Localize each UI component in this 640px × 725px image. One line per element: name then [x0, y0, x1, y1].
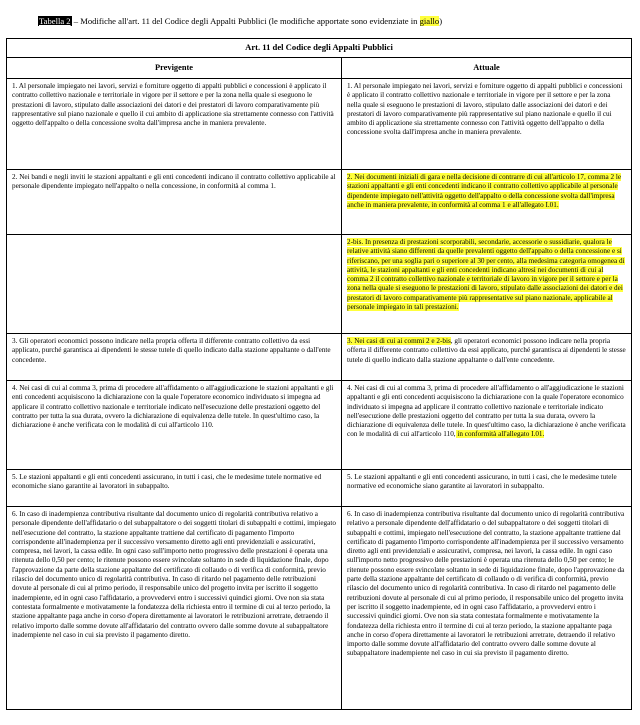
cell-attuale-4 — [342, 381, 632, 470]
highlighted-text: 2. Nei documenti iniziali di gara e nella decisione di contrarre di cui all'articolo 17, comma 2 le stazioni appaltanti e gli enti concedenti indicano il contratto collettivo applicabile al personale dipendente impiegato nell'attività oggetto dell'appalto o della concessione svolta dall'impresa anche in maniera prevalente, in conformità al comma 1 e all'allegato I.01. — [347, 173, 622, 209]
cell-attuale-2 — [342, 170, 632, 235]
table-row — [7, 470, 632, 507]
cell-attuale-5: 5. Le stazioni appaltanti e gli enti concedenti assicurano, in tutti i casi, che le medesime tutele normative ed economiche siano garantite ai lavoratori in subappalto. — [342, 470, 632, 507]
comparison-table — [6, 38, 632, 710]
table-tag: Tabella 2 — [39, 16, 71, 26]
caption-highlight-word: giallo — [419, 16, 440, 26]
cell-previgente-2bis — [7, 235, 342, 334]
cell-previgente-5: 5. Le stazioni appaltanti e gli enti concedenti assicurano, in tutti i casi, che le medesime tutele normative ed economiche siano garantite ai lavoratori in subappalto. — [7, 470, 342, 507]
table-row — [7, 507, 632, 710]
cell-previgente-6: 6. In caso di inadempienza contributiva risultante dal documento unico di regolarità contributiva relativo a personale dipendente dell'affidatario o del subappaltatore o dei soggetti titolari di subappalti e cottimi, impiegato nell'esecuzione del contratto, la stazione appaltante trattiene dal certificato di pagamento l'importo corrispondente all'inadempienza per il successivo versamento diretto agli enti previdenziali e assicurativi, compresa, nei lavori, la cassa edile. In ogni caso sull'importo netto progressivo delle prestazioni è operata una ritenuta dello 0,50 per cento; le ritenute possono essere svincolate soltanto in sede di liquidazione finale, dopo l'approvazione da parte della stazione appaltante del certificato di collaudo o di verifica di conformità, previo rilascio del documento unico di regolarità contributiva. In caso di ritardo nel pagamento delle retribuzioni dovute al personale di cui al primo periodo, il responsabile unico del progetto invita per iscritto il soggetto inadempiente, ed in ogni caso l'affidatario, a provvedervi entro i successivi quindici giorni. Ove non sia stata contestata formalmente e motivatamente la fondatezza della richiesta entro il termine di cui al terzo periodo, la stazione appaltante paga anche in corso d'opera direttamente ai lavoratori le retribuzioni arretrate, detraendo il relativo importo dalle somme dovute all'affidatario del contratto ovvero dalle somme dovute al subappaltatore inadempiente nel caso in cui sia previsto il pagamento diretto. — [7, 507, 342, 710]
cell-previgente-4: 4. Nei casi di cui al comma 3, prima di procedere all'affidamento o all'aggiudicazione le stazioni appaltanti e gli enti concedenti acquisiscono la dichiarazione con la quale l'operatore economico individuato si impegna ad applicare il contratto collettivo nazionale e territoriale indicato nell'esecuzione delle prestazioni oggetto del contratto per tutta la sua durata, ovvero la dichiarazione di equivalenza delle tutele. In quest'ultimo caso, la dichiarazione è anche verificata con le modalità di cui all'articolo 110. — [7, 381, 342, 470]
table-row — [7, 334, 632, 381]
highlighted-text: in conformità all'allegato I.01. — [455, 430, 545, 439]
caption-end: ) — [439, 16, 443, 26]
cell-attuale-6: 6. In caso di inadempienza contributiva risultante dal documento unico di regolarità contributiva relativo a personale dipendente dell'affidatario o del subappaltatore o dei soggetti titolari di subappalti e cottimi, impiegato nell'esecuzione del contratto, la stazione appaltante trattiene dal certificato di pagamento l'importo corrispondente all'inadempienza per il successivo versamento diretto agli enti previdenziali e assicurativi, compresa, nei lavori, la cassa edile. In ogni caso sull'importo netto progressivo delle prestazioni è operata una ritenuta dello 0,50 per cento; le ritenute possono essere svincolate soltanto in sede di liquidazione finale, dopo l'approvazione da parte della stazione appaltante del certificato di collaudo o di verifica di conformità, previo rilascio del documento unico di regolarità contributiva. In caso di ritardo nel pagamento delle retribuzioni dovute al personale di cui al primo periodo, il responsabile unico del progetto invita per iscritto il soggetto inadempiente, ed in ogni caso l'affidatario, a provvedervi entro i successivi quindici giorni. Ove non sia stata contestata formalmente e motivatamente la fondatezza della richiesta entro il termine di cui al terzo periodo, la stazione appaltante paga anche in corso d'opera direttamente ai lavoratori le retribuzioni arretrate, detraendo il relativo importo dalle somme dovute all'affidatario del contratto ovvero dalle somme dovute al subappaltatore inadempiente nel caso in cui sia previsto il pagamento diretto. — [342, 507, 632, 710]
highlighted-text: 2-bis. In presenza di prestazioni scorporabili, secondarie, accessorie o sussidiarie, qualora le relative attività siano differenti da quelle prevalenti oggetto dell'appalto o della concessione e si riferiscano, per una soglia pari o superiore al 30 per cento, alla medesima categoria omogenea di attività, le stazioni appaltanti e gli enti concedenti indicano altresì nei documenti di cui al comma 2 il contratto collettivo nazionale e territoriale di lavoro in vigore per il settore e per la zona nella quale si eseguono le prestazioni di lavoro, stipulato dalle associazioni dei datori e dei prestatori di lavoro comparativamente più rappresentative sul piano nazionale, applicabile al personale impiegato in tali prestazioni. — [347, 238, 625, 312]
table-row — [7, 79, 632, 170]
table-row — [7, 235, 632, 334]
cell-text: 4. Nei casi di cui al comma 3, prima di procedere all'affidamento o all'aggiudicazione le stazioni appaltanti e gli enti concedenti acquisiscono la dichiarazione con la quale l'operatore economico individuato si impegna ad applicare il contratto collettivo nazionale e territoriale indicato nell'esecuzione delle prestazioni oggetto del contratto per tutta la sua durata, ovvero la dichiarazione di equivalenza delle tutele. In quest'ultimo caso, la dichiarazione è anche verificata con le modalità di cui all'articolo 110, — [347, 384, 626, 439]
table-row — [7, 170, 632, 235]
cell-attuale-3 — [342, 334, 632, 381]
column-header-attuale: Attuale — [342, 58, 632, 79]
highlighted-text: 3. Nei casi di cui ai commi 2 e 2-bis — [347, 337, 451, 345]
cell-previgente-1: 1. Al personale impiegato nei lavori, servizi e forniture oggetto di appalti pubblici e concessioni è applicato il contratto collettivo nazionale e territoriale in vigore per il settore e per la zona nella quale si eseguono le prestazioni di lavoro, stipulato dalle associazioni dei datori e dei prestatori di lavoro comparativamente più rappresentative sul piano nazionale e quello il cui ambito di applicazione sia strettamente connesso con l'attività oggetto dell'appalto o della concessione svolta dall'impresa anche in maniera prevalente. — [7, 79, 342, 170]
cell-previgente-3: 3. Gli operatori economici possono indicare nella propria offerta il differente contratto collettivo da essi applicato, purché garantisca ai dipendenti le stesse tutele di quello indicato dalla stazione appaltante o dall'ente concedente. — [7, 334, 342, 381]
cell-previgente-2: 2. Nei bandi e negli inviti le stazioni appaltanti e gli enti concedenti indicano il contratto collettivo applicabile al personale dipendente impiegato nell'appalto o nella concessione, in conformità al comma 1. — [7, 170, 342, 235]
table-title: Art. 11 del Codice degli Appalti Pubblici — [7, 39, 632, 58]
table-caption — [38, 16, 442, 27]
column-header-previgente: Previgente — [7, 58, 342, 79]
cell-attuale-2bis — [342, 235, 632, 334]
cell-attuale-1: 1. Al personale impiegato nei lavori, servizi e forniture oggetto di appalti pubblici e concessioni è applicato il contratto collettivo nazionale e territoriale in vigore per il settore e per la zona nella quale si eseguono le prestazioni di lavoro, stipulato dalle associazioni dei datori e dei prestatori di lavoro comparativamente più rappresentative sul piano nazionale e quello il cui ambito di applicazione sia strettamente connesso con l'attività oggetto dell'appalto o della concessione svolta dall'impresa anche in maniera prevalente. — [342, 79, 632, 170]
caption-text: – Modifiche all'art. 11 del Codice degli Appalti Pubblici (le modifiche apportate sono evidenziate in — [71, 16, 420, 26]
table-row — [7, 381, 632, 470]
cell-text: , gli operatori economici possono indicare nella propria offerta il differente contratto collettivo da essi applicato, purché garantisca ai dipendenti le stesse tutele di quello indicato dalla stazione appaltante o dall'ente concedente. — [347, 337, 626, 364]
